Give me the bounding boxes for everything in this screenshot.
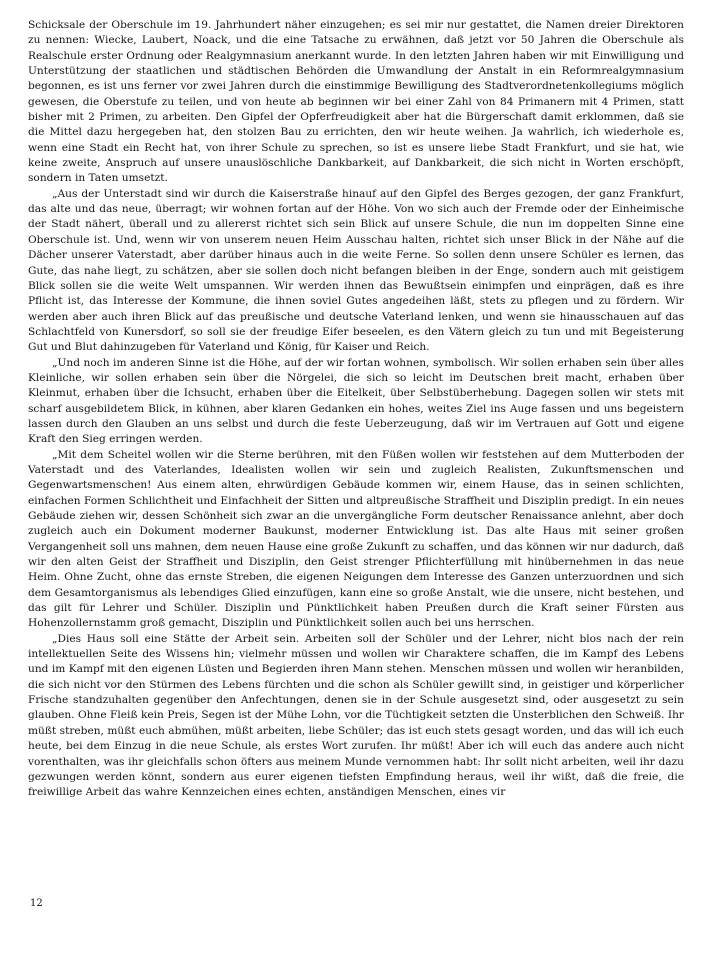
paragraph-3: „Und noch im anderen Sinne ist die Höhe, auf der wir fortan wohnen, symbolisch. Wir sollen erhaben sein über alles Kleinliche, wir sollen erhaben sein über die Nörgelei, die sich so leicht im Deutschen breit macht, erhaben über Kleinmut, erhaben über die Ichsucht, erhaben über die Eitelkeit, über Selbstüberhebung. Dagegen sollen wir stets mit scharf ausgebildetem Blick, in kühnen, aber klaren Gedanken ein hohes, weites Ziel ins Auge fassen und uns begeistern lassen durch den Glauben an uns selbst und durch die feste Ueberzeugung, daß wir im Vertrauen auf Gott und eigene Kraft den Sieg erringen werden. xyxy=(28,356,684,446)
page-number: 12 xyxy=(30,898,43,909)
document-page xyxy=(28,18,684,801)
paragraph-1: Schicksale der Oberschule im 19. Jahrhundert näher einzugehen; es sei mir nur gestattet, die Namen dreier Direktoren zu nennen: Wiecke, Laubert, Noack, und die eine Tatsache zu erwähnen, daß jetzt vor 50 Jahren die Oberschule als Realschule erster Ordnung oder Realgymnasium anerkannt wurde. In den letzten Jahren haben wir mit Einwilligung und Unterstützung der staatlichen und städtischen Behörden die Umwandlung der Anstalt in ein Reformrealgymnasium begonnen, es ist uns ferner vor zwei Jahren durch die einstimmige Bewilligung des Stadtverordnetenkollegiums möglich gewesen, die Oberstufe zu teilen, und von heute ab beginnen wir bei einer Zahl von 84 Primanern mit 4 Primen, statt bisher mit 2 Primen, zu arbeiten. Den Gipfel der Opferfreudigkeit aber hat die Bürgerschaft damit erklommen, daß sie die Mittel dazu hergegeben hat, den stolzen Bau zu errichten, den wir heute weihen. Ja wahrlich, ich wiederhole es, wenn eine Stadt ein Recht hat, von ihrer Schule zu sprechen, so ist es unsere liebe Stadt Frankfurt, und sie hat, wie keine zweite, Anspruch auf unsere unauslöschliche Dankbarkeit, auf Dankbarkeit, die sich nicht in Worten erschöpft, sondern in Taten umsetzt. xyxy=(28,19,684,185)
paragraph-4: „Mit dem Scheitel wollen wir die Sterne berühren, mit den Füßen wollen wir feststehen auf dem Mutterboden der Vaterstadt und des Vaterlandes, Idealisten wollen wir sein und zugleich Realisten, Zukunftsmenschen und Gegenwartsmenschen! Aus einem alten, ehrwürdigen Gebäude kommen wir, einem Hause, das in seinen schlichten, einfachen Formen Schlichtheit und Einfachheit der Sitten und altpreußische Straffheit und Disziplin predigt. In ein neues Gebäude ziehen wir, dessen Schönheit sich zwar an die unvergängliche Form deutscher Renaissance anlehnt, aber doch zugleich auch ein Dokument moderner Baukunst, moderner Entwicklung ist. Das alte Haus mit seiner großen Vergangenheit soll uns mahnen, dem neuen Hause eine große Zukunft zu schaffen, und das können wir nur dadurch, daß wir den alten Geist der Straffheit und Disziplin, den Geist strenger Pflichterfüllung mit hinübernehmen in das neue Heim. Ohne Zucht, ohne das ernste Streben, die eigenen Neigungen dem Interesse des Ganzen unterzuordnen und sich dem Gesamtorganismus als lebendiges Glied einzufügen, kann eine so große Anstalt, wie die unsere, nicht bestehen, und das gilt für Lehrer und Schüler. Disziplin und Pünktlichkeit haben Preußen durch die Kraft seiner Fürsten aus Hohenzollernstamm groß gemacht, Disziplin und Pünktlichkeit sollen auch bei uns herrschen. xyxy=(28,448,684,630)
paragraph-2: „Aus der Unterstadt sind wir durch die Kaiserstraße hinauf auf den Gipfel des Berges gezogen, der ganz Frankfurt, das alte und das neue, überragt; wir wohnen fortan auf der Höhe. Von wo sich auch der Fremde oder der Einheimische der Stadt nähert, überall und zu allererst richtet sich sein Blick auf unsere Schule, die nun im doppelten Sinne eine Oberschule ist. Und, wenn wir von unserem neuen Heim Ausschau halten, richtet sich unser Blick in der Nähe auf die Dächer unserer Vaterstadt, aber darüber hinaus auch in die weite Ferne. So sollen denn unsere Schüler es lernen, das Gute, das nahe liegt, zu schätzen, aber sie sollen doch nicht befangen bleiben in der Enge, sondern auch mit geistigem Blick sollen sie die weite Welt umspannen. Wir werden ihnen das Bewußtsein einimpfen und einprägen, daß es ihre Pflicht ist, das Interesse der Kommune, die ihnen soviel Gutes angedeihen läßt, stets zu pflegen und zu fördern. Wir werden aber auch ihren Blick auf das preußische und deutsche Vaterland lenken, und wenn sie hinausschauen auf das Schlachtfeld von Kunersdorf, so soll sie der freudige Eifer beseelen, es den Vätern gleich zu tun und mit Begeisterung Gut und Blut dahinzugeben für Vaterland und König, für Kaiser und Reich. xyxy=(28,187,684,354)
paragraph-5: „Dies Haus soll eine Stätte der Arbeit sein. Arbeiten soll der Schüler und der Lehrer, nicht blos nach der rein intellektuellen Seite des Wissens hin; vielmehr müssen und wollen wir Charaktere schaffen, die im Kampf des Lebens und im Kampf mit den eigenen Lüsten und Begierden ihren Mann stehen. Menschen müssen und wollen wir heranbilden, die sich nicht vor den Stürmen des Lebens fürchten und die schon als Schüler gewillt sind, in geistiger und körperlicher Frische standzuhalten gegenüber den Anfechtungen, denen sie in der Schule ausgesetzt sind, oder ausgesetzt zu sein glauben. Ohne Fleiß kein Preis, Segen ist der Mühe Lohn, vor die Tüchtigkeit setzten die Unsterblichen den Schweiß. Ihr müßt streben, müßt euch abmühen, müßt arbeiten, liebe Schüler; das ist euch stets gesagt worden, und das will ich euch heute, bei dem Einzug in die neue Schule, als erstes Wort zurufen. Ihr müßt! Aber ich will euch das andere auch nicht vorenthalten, was ihr gleichfalls schon öfters aus meinem Munde vernommen habt: Ihr sollt nicht arbeiten, weil ihr dazu gezwungen werden könnt, sondern aus eurer eigenen tiefsten Empfindung heraus, weil ihr wißt, daß die freie, die freiwillige Arbeit das wahre Kennzeichen eines echten, anständigen Menschen, eines vir xyxy=(28,632,684,799)
